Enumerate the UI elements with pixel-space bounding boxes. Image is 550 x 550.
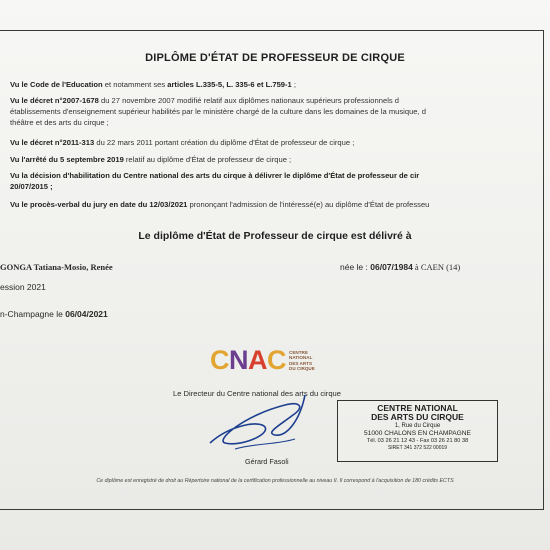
official-stamp: CENTRE NATIONAL DES ARTS DU CIRQUE 1, Rue du Cirque 51000 CHALONS EN CHAMPAGNE Tél. 03 26 21 12 43 - Fax 03 26 21 80 38 SIRET 341 372 522 00019	[337, 400, 498, 462]
considerant-line: établissements d'enseignement supérieur habilités par le ministère chargé de la culture dans les domaines de la musique, d	[10, 107, 426, 116]
recipient-birth: née le : 06/07/1984 à CAEN (14)	[340, 262, 461, 272]
cnac-logo-letters	[210, 345, 286, 376]
director-title: Le Directeur du Centre national des arts du cirque	[173, 389, 342, 398]
recipient-name: GONGA Tatiana-Mosio, Renée	[0, 262, 113, 272]
considerant-line: Vu le procès-verbal du jury en date du 12/03/2021 prononçant l'admission de l'intéressé(e) au diplôme d'État de professeu	[10, 200, 430, 209]
place-date: n-Champagne le 06/04/2021	[0, 309, 108, 319]
handwritten-signature	[205, 385, 325, 465]
cnac-logo-subtitle: CENTRE NATIONAL DES ARTS DU CIRQUE	[289, 350, 315, 371]
main-statement: Le diplôme d'État de Professeur de cirque est délivré à	[138, 230, 412, 242]
considerant-line: Vu le décret n°2007-1678 du 27 novembre 2007 modifié relatif aux diplômes nationaux supérieurs professionnels d	[10, 96, 400, 105]
considerant-line: théâtre et des arts du cirque ;	[10, 118, 109, 127]
diploma-title: DIPLÔME D'ÉTAT DE PROFESSEUR DE CIRQUE	[145, 52, 405, 64]
footnote: Ce diplôme est enregistré de droit au Répertoire national de la certification professionnelle au niveau II. Il correspond à l'acquisition de 180 crédits ECTS	[96, 478, 454, 484]
cnac-logo	[210, 345, 315, 376]
considerant-line: Vu le décret n°2011-313 du 22 mars 2011 portant création du diplôme d'État de professeur de cirque ;	[10, 138, 355, 147]
logo-letter: C	[267, 345, 286, 375]
considerant-line: 20/07/2015 ;	[10, 182, 53, 191]
considerant-line: Vu la décision d'habilitation du Centre national des arts du cirque à délivrer le diplôme d'État de professeur de cir	[10, 171, 420, 180]
director-name: Gérard Fasoli	[245, 457, 289, 466]
logo-letter: N	[229, 345, 248, 375]
considerant-line: Vu le Code de l'Education et notamment ses articles L.335-5, L. 335-6 et L.759-1 ;	[10, 80, 297, 89]
considerant-line: Vu l'arrêté du 5 septembre 2019 relatif au diplôme d'État de professeur de cirque ;	[10, 155, 292, 164]
session-text: ession 2021	[0, 282, 46, 292]
logo-letter: A	[248, 345, 267, 375]
logo-letter: C	[210, 345, 229, 375]
